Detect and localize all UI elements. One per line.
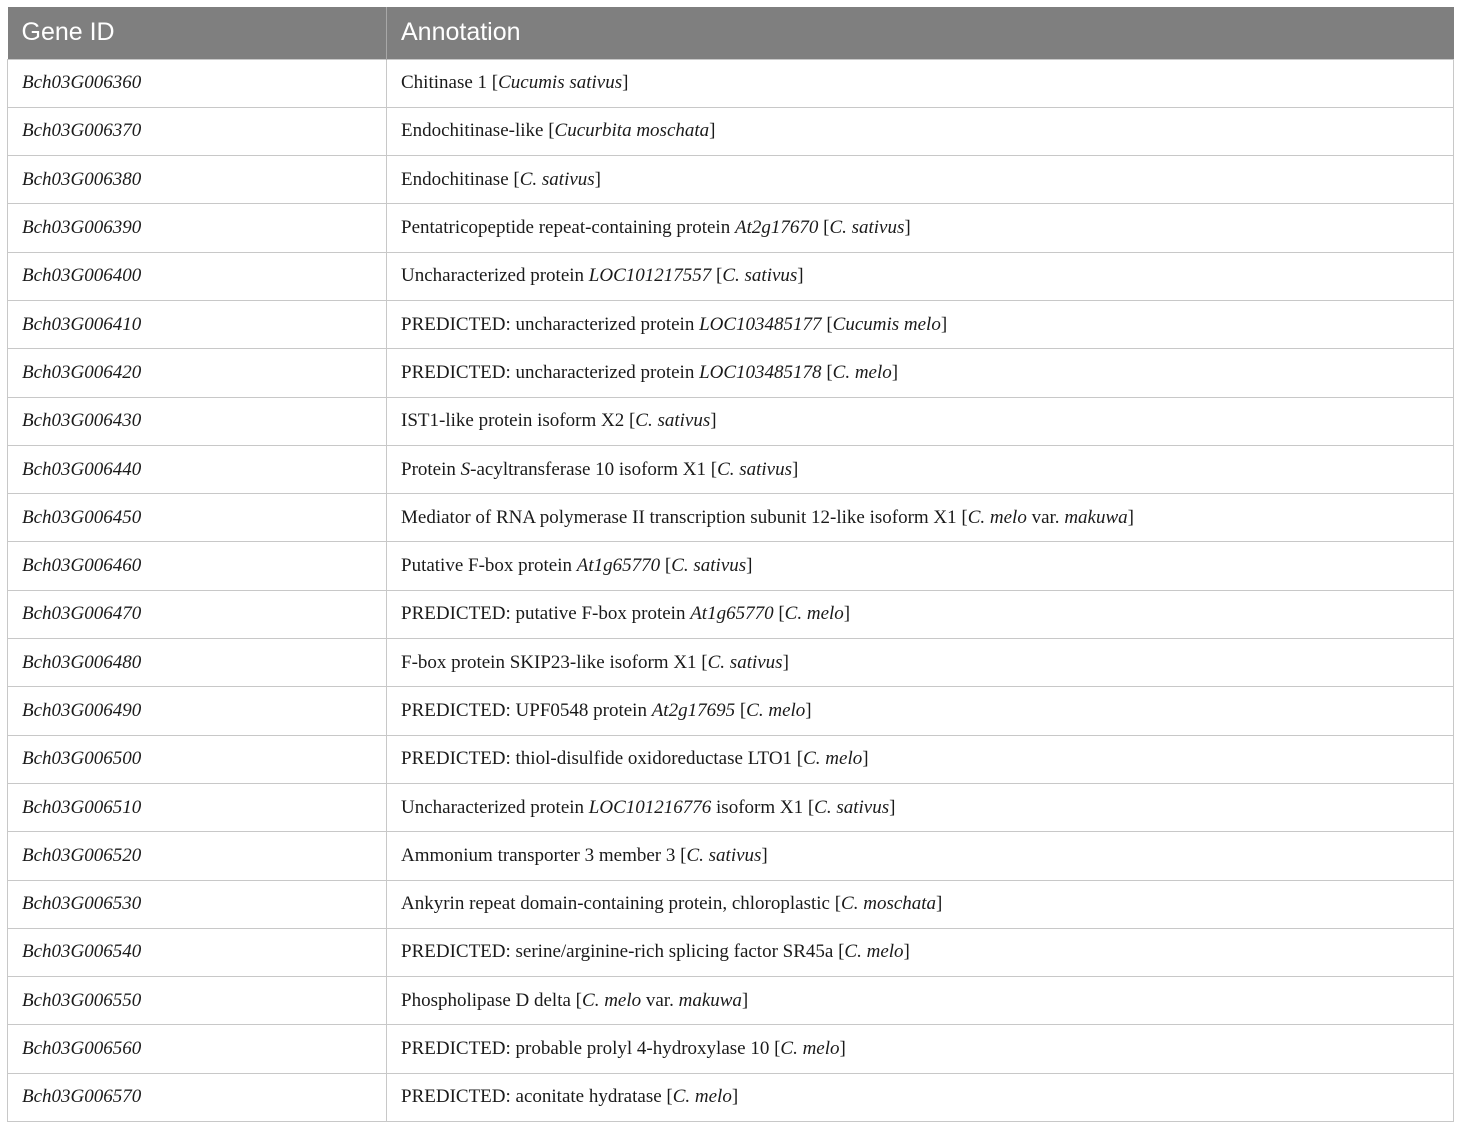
annotation-text-segment: ]: [805, 700, 812, 721]
annotation-text-segment: ]: [862, 748, 869, 770]
table-row: [8, 880, 1454, 928]
annotation-text-segment: Uncharacterized protein: [401, 265, 589, 287]
annotation-italic-segment: makuwa: [1064, 506, 1128, 528]
gene-annotation-table: [7, 7, 1454, 1122]
column-header-annotation: Annotation: [387, 7, 1454, 59]
table-row: [8, 832, 1454, 880]
annotation-text-segment: PREDICTED: UPF0548 protein: [401, 700, 652, 721]
annotation-text-segment: Putative F-box protein: [401, 555, 577, 577]
gene-id-cell: Bch03G006570: [8, 1073, 387, 1121]
gene-id-cell: Bch03G006470: [8, 590, 387, 638]
annotation-text-segment: ]: [891, 361, 899, 383]
annotation-text-segment: ]: [741, 989, 749, 1011]
table-row: [8, 542, 1454, 590]
annotation-text-segment: [: [821, 313, 833, 335]
annotation-text-segment: ]: [843, 603, 851, 625]
table-row: [8, 300, 1454, 348]
table-body: [8, 59, 1454, 1122]
annotation-text-segment: ]: [797, 265, 804, 287]
annotation-italic-segment: C. melo: [967, 506, 1027, 528]
annotation-text-segment: PREDICTED: thiol-disulfide oxidoreductase LTO1 [: [401, 748, 804, 770]
annotation-text-segment: PREDICTED: aconitate hydratase [: [401, 1086, 673, 1108]
table-row: [8, 494, 1454, 542]
annotation-text-segment: ]: [710, 410, 717, 432]
gene-id-cell: Bch03G006480: [8, 639, 387, 687]
annotation-text-segment: -acyltransferase 10 isoform X1 [: [470, 458, 718, 480]
annotation-italic-segment: C. sativus: [722, 265, 798, 287]
annotation-text-segment: Endochitinase [: [401, 168, 520, 190]
gene-id-cell: Bch03G006430: [8, 397, 387, 445]
annotation-text-segment: PREDICTED: probable prolyl 4-hydroxylase 10 [: [401, 1038, 781, 1060]
annotation-italic-segment: Cucumis sativus: [498, 72, 623, 94]
annotation-text-segment: Protein: [401, 458, 461, 480]
annotation-text-segment: F-box protein SKIP23-like isoform X1 [: [401, 651, 708, 673]
annotation-italic-segment: C. melo: [803, 748, 863, 770]
annotation-italic-segment: C. melo: [832, 361, 892, 383]
gene-id-cell: Bch03G006540: [8, 928, 387, 976]
gene-id-cell: Bch03G006530: [8, 880, 387, 928]
annotation-text-segment: Phospholipase D delta [: [401, 989, 583, 1011]
annotation-cell: [387, 349, 1454, 397]
annotation-text-segment: Ankyrin repeat domain-containing protein, chloroplastic [: [401, 893, 842, 915]
annotation-italic-segment: At2g17695: [651, 700, 736, 721]
annotation-text-segment: ]: [1127, 506, 1134, 528]
annotation-text-segment: ]: [904, 217, 911, 239]
gene-id-cell: Bch03G006490: [8, 687, 387, 735]
annotation-text-segment: ]: [746, 555, 753, 577]
annotation-text-segment: ]: [622, 72, 629, 94]
annotation-italic-segment: At2g17670: [734, 217, 819, 239]
annotation-text-segment: [: [660, 555, 672, 577]
annotation-cell: [387, 1073, 1454, 1121]
annotation-text-segment: Mediator of RNA polymerase II transcription subunit 12-like isoform X1 [: [401, 506, 968, 528]
annotation-text-segment: var.: [1026, 506, 1065, 528]
annotation-italic-segment: C. melo: [784, 603, 844, 625]
annotation-text-segment: ]: [731, 1086, 739, 1108]
annotation-italic-segment: C. melo: [582, 989, 642, 1011]
gene-id-cell: Bch03G006460: [8, 542, 387, 590]
gene-id-cell: Bch03G006510: [8, 783, 387, 831]
gene-id-cell: Bch03G006450: [8, 494, 387, 542]
annotation-italic-segment: Cucumis melo: [832, 313, 941, 335]
annotation-text-segment: [: [821, 361, 833, 383]
table-header: [8, 7, 1454, 59]
annotation-cell: [387, 542, 1454, 590]
annotation-cell: [387, 687, 1454, 735]
table-row: [8, 977, 1454, 1025]
annotation-text-segment: isoform X1 [: [711, 796, 815, 818]
annotation-italic-segment: C. melo: [746, 700, 806, 721]
annotation-italic-segment: LOC103485177: [699, 313, 822, 335]
annotation-text-segment: PREDICTED: uncharacterized protein: [401, 361, 700, 383]
annotation-italic-segment: C. sativus: [686, 844, 762, 866]
annotation-text-segment: [: [735, 700, 747, 721]
table-row: [8, 59, 1454, 107]
table-row: [8, 252, 1454, 300]
annotation-text-segment: Uncharacterized protein: [401, 796, 589, 818]
table-row: [8, 590, 1454, 638]
table-row: [8, 639, 1454, 687]
annotation-italic-segment: C. sativus: [814, 796, 890, 818]
annotation-text-segment: ]: [839, 1038, 846, 1060]
annotation-italic-segment: C. sativus: [635, 410, 711, 432]
annotation-text-segment: PREDICTED: putative F-box protein: [401, 603, 691, 625]
gene-id-cell: Bch03G006390: [8, 204, 387, 252]
annotation-italic-segment: C. sativus: [671, 555, 747, 577]
annotation-cell: [387, 107, 1454, 155]
annotation-cell: [387, 880, 1454, 928]
annotation-text-segment: ]: [889, 796, 896, 818]
annotation-cell: [387, 156, 1454, 204]
annotation-cell: [387, 735, 1454, 783]
gene-id-cell: Bch03G006370: [8, 107, 387, 155]
gene-id-cell: Bch03G006380: [8, 156, 387, 204]
table-row: [8, 687, 1454, 735]
annotation-text-segment: [: [818, 217, 830, 239]
annotation-cell: [387, 590, 1454, 638]
gene-id-cell: Bch03G006550: [8, 977, 387, 1025]
annotation-italic-segment: C. moschata: [841, 893, 937, 915]
annotation-text-segment: [: [711, 265, 723, 287]
annotation-italic-segment: C. sativus: [519, 168, 595, 190]
annotation-cell: [387, 204, 1454, 252]
annotation-italic-segment: Cucurbita moschata: [554, 120, 710, 142]
gene-id-cell: Bch03G006520: [8, 832, 387, 880]
gene-id-cell: Bch03G006400: [8, 252, 387, 300]
gene-id-cell: Bch03G006360: [8, 59, 387, 107]
table-row: [8, 156, 1454, 204]
annotation-text-segment: ]: [709, 120, 716, 142]
gene-id-cell: Bch03G006560: [8, 1025, 387, 1073]
annotation-cell: [387, 639, 1454, 687]
annotation-cell: [387, 59, 1454, 107]
table-row: [8, 735, 1454, 783]
annotation-italic-segment: C. sativus: [707, 651, 783, 673]
annotation-text-segment: Pentatricopeptide repeat-containing protein: [401, 217, 735, 239]
gene-id-cell: Bch03G006420: [8, 349, 387, 397]
annotation-cell: [387, 1025, 1454, 1073]
annotation-cell: [387, 445, 1454, 493]
annotation-text-segment: Ammonium transporter 3 member 3 [: [401, 844, 687, 866]
table-row: [8, 1025, 1454, 1073]
gene-id-cell: Bch03G006440: [8, 445, 387, 493]
annotation-text-segment: ]: [792, 458, 799, 480]
annotation-text-segment: var.: [641, 989, 679, 1011]
annotation-italic-segment: C. melo: [672, 1086, 732, 1108]
annotation-italic-segment: At1g65770: [690, 603, 774, 625]
annotation-text-segment: ]: [940, 313, 948, 335]
annotation-cell: [387, 300, 1454, 348]
annotation-text-segment: ]: [936, 893, 943, 915]
annotation-cell: [387, 832, 1454, 880]
annotation-text-segment: PREDICTED: serine/arginine-rich splicing factor SR45a [: [401, 941, 845, 963]
annotation-italic-segment: C. melo: [844, 941, 904, 963]
annotation-italic-segment: At1g65770: [576, 555, 661, 577]
annotation-italic-segment: C. sativus: [717, 458, 793, 480]
table-row: [8, 445, 1454, 493]
annotation-text-segment: IST1-like protein isoform X2 [: [401, 410, 636, 432]
annotation-cell: [387, 252, 1454, 300]
table-row: [8, 1073, 1454, 1121]
table-row: [8, 204, 1454, 252]
table-row: [8, 783, 1454, 831]
table-row: [8, 928, 1454, 976]
header-row: [8, 7, 1454, 59]
gene-id-cell: Bch03G006500: [8, 735, 387, 783]
annotation-cell: [387, 928, 1454, 976]
table-row: [8, 349, 1454, 397]
annotation-italic-segment: LOC101217557: [588, 265, 712, 287]
annotation-italic-segment: LOC101216776: [588, 796, 712, 818]
gene-id-cell: Bch03G006410: [8, 300, 387, 348]
annotation-text-segment: ]: [903, 941, 910, 963]
annotation-text-segment: ]: [594, 168, 601, 190]
annotation-text-segment: Chitinase 1 [: [401, 72, 499, 94]
annotation-italic-segment: makuwa: [678, 989, 742, 1011]
annotation-cell: [387, 977, 1454, 1025]
annotation-italic-segment: C. melo: [780, 1038, 840, 1060]
column-header-gene-id: Gene ID: [8, 7, 387, 59]
annotation-text-segment: ]: [782, 651, 789, 673]
annotation-text-segment: Endochitinase-like [: [401, 120, 555, 142]
annotation-cell: [387, 783, 1454, 831]
annotation-italic-segment: S: [460, 458, 471, 480]
annotation-cell: [387, 494, 1454, 542]
annotation-text-segment: ]: [761, 844, 768, 866]
annotation-text-segment: PREDICTED: uncharacterized protein: [401, 313, 700, 335]
annotation-text-segment: [: [773, 603, 785, 625]
table-row: [8, 397, 1454, 445]
annotation-italic-segment: LOC103485178: [699, 361, 822, 383]
table-row: [8, 107, 1454, 155]
annotation-cell: [387, 397, 1454, 445]
annotation-italic-segment: C. sativus: [829, 217, 905, 239]
